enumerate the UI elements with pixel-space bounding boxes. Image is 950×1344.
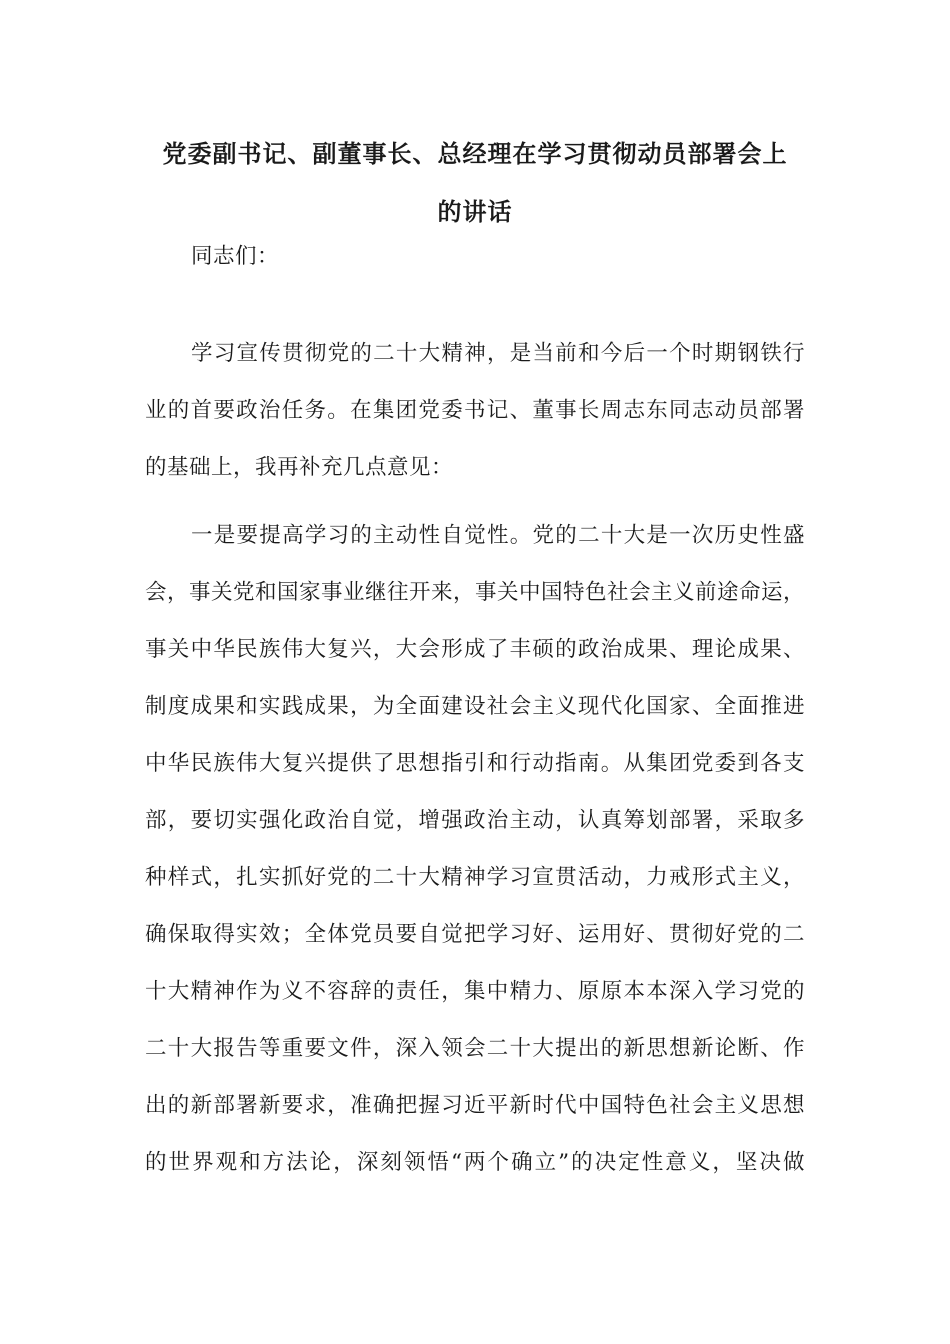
paragraph-line: 确保取得实效；全体党员要自觉把学习好、运用好、贯彻好党的二 xyxy=(145,922,805,947)
paragraph-line: 事关中华民族伟大复兴，大会形成了丰硕的政治成果、理论成果、 xyxy=(145,637,805,662)
paragraph-line: 的世界观和方法论，深刻领悟“两个确立”的决定性意义，坚决做 xyxy=(145,1150,805,1175)
document-title-line-1: 党委副书记、副董事长、总经理在学习贯彻动员部署会上 xyxy=(162,140,788,168)
paragraph-line: 种样式，扎实抓好党的二十大精神学习宣贯活动，力戒形式主义， xyxy=(145,865,805,890)
document-title-line-2: 的讲话 xyxy=(437,198,513,226)
paragraph-line: 中华民族伟大复兴提供了思想指引和行动指南。从集团党委到各支 xyxy=(145,751,805,776)
paragraph-line: 的基础上，我再补充几点意见： xyxy=(145,455,454,480)
paragraph-line: 一是要提高学习的主动性自觉性。党的二十大是一次历史性盛 xyxy=(191,523,805,548)
greeting: 同志们： xyxy=(191,244,280,269)
paragraph-line: 会，事关党和国家事业继往开来，事关中国特色社会主义前途命运， xyxy=(145,580,806,605)
paragraph-line: 十大精神作为义不容辞的责任，集中精力、原原本本深入学习党的 xyxy=(145,979,805,1004)
paragraph-line: 部，要切实强化政治自觉，增强政治主动，认真筹划部署，采取多 xyxy=(145,808,805,833)
paragraph-line: 出的新部署新要求，准确把握习近平新时代中国特色社会主义思想 xyxy=(145,1093,805,1118)
paragraph-line: 学习宣传贯彻党的二十大精神，是当前和今后一个时期钢铁行 xyxy=(191,341,805,366)
paragraph-line: 二十大报告等重要文件，深入领会二十大提出的新思想新论断、作 xyxy=(145,1036,805,1061)
paragraph-line: 业的首要政治任务。在集团党委书记、董事长周志东同志动员部署 xyxy=(145,398,805,423)
paragraph-line: 制度成果和实践成果，为全面建设社会主义现代化国家、全面推进 xyxy=(145,694,805,719)
